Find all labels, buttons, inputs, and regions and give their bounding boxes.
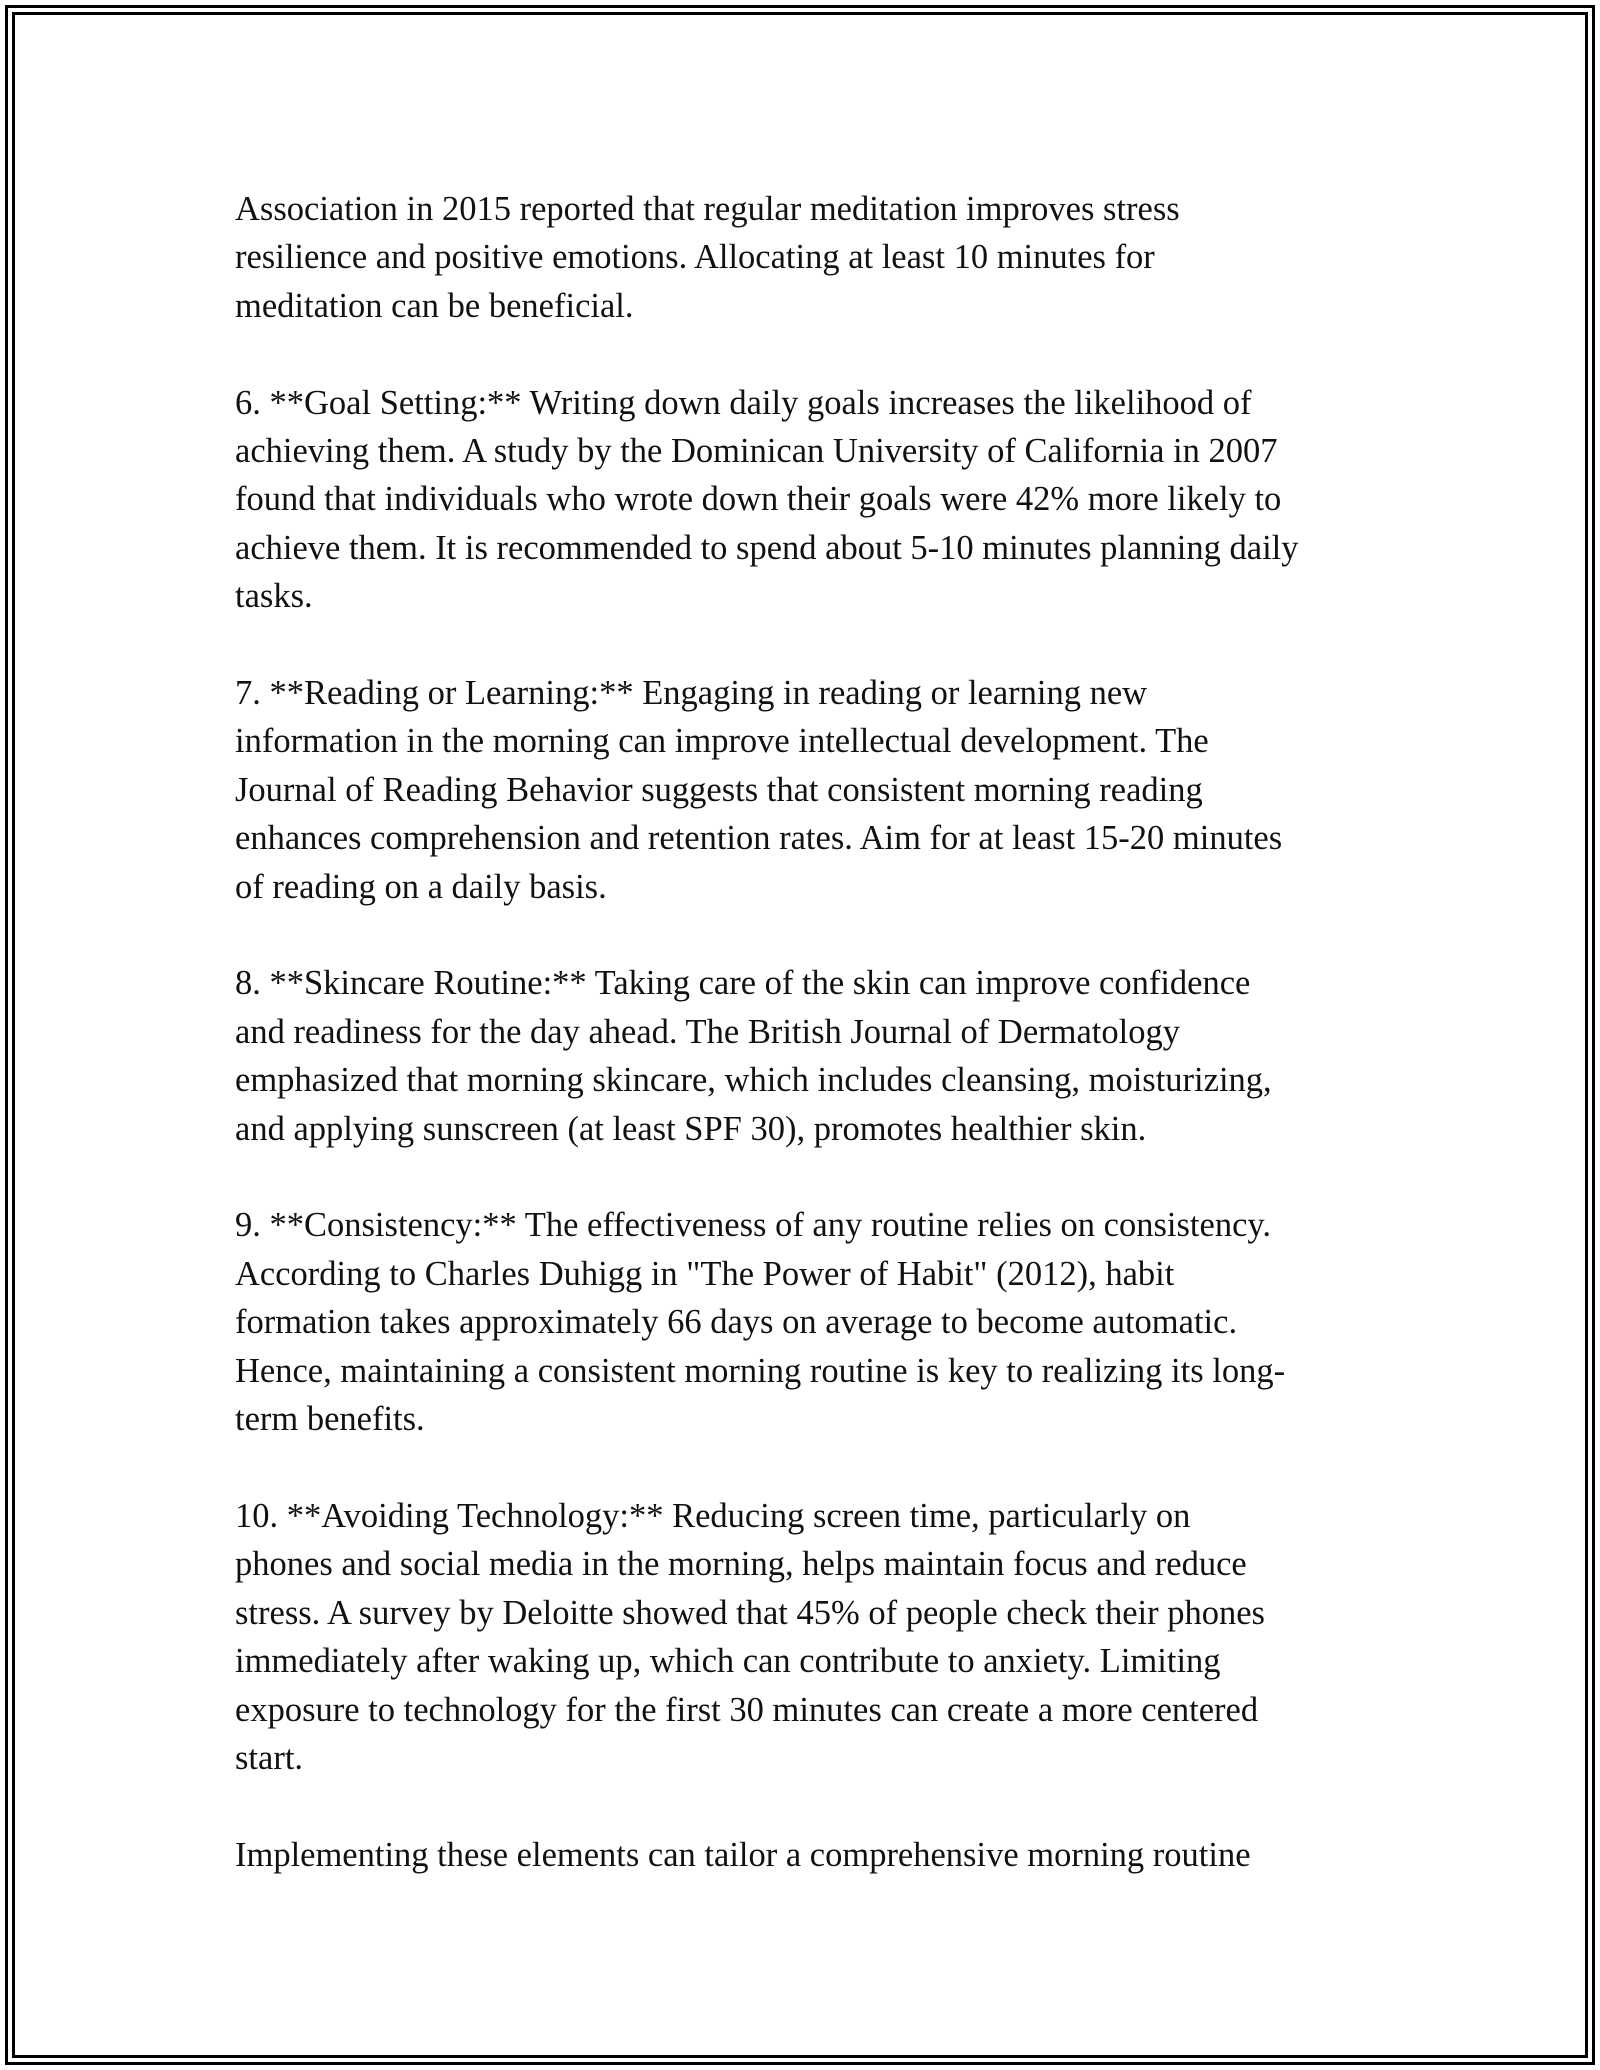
- paragraph-avoiding-technology: 10. **Avoiding Technology:** Reducing screen time, particularly on phones and social media in the morning, helps maintain focus and reduce stress. A survey by Deloitte showed that 45% of people check their phones immediately after waking up, which can contribute to anxiety. Limiting exposure to technology for the first 30 minutes can create a more centered start.: [235, 1496, 1265, 1777]
- paragraph-reading-or-learning: 7. **Reading or Learning:** Engaging in reading or learning new information in the morning can improve intellectual development. The Journal of Reading Behavior suggests that consistent morning reading enhances comprehension and retention rates. Aim for at least 15-20 minutes of reading on a daily basis.: [235, 674, 1283, 906]
- paragraph-skincare-routine: 8. **Skincare Routine:** Taking care of the skin can improve confidence and readiness for the day ahead. The British Journal of Dermatology emphasized that morning skincare, which includes cleansing, moisturizing, and applying sunscreen (at least SPF 30), promotes healthier skin.: [235, 964, 1272, 1148]
- paragraph-meditation-continued: Association in 2015 reported that regular meditation improves stress resilience and positive emotions. Allocating at least 10 minutes for meditation can be beneficial.: [235, 190, 1180, 325]
- document-body: [235, 185, 1375, 1928]
- paragraph-conclusion: Implementing these elements can tailor a comprehensive morning routine: [235, 1835, 1251, 1874]
- paragraph-consistency: 9. **Consistency:** The effectiveness of any routine relies on consistency. According to Charles Duhigg in "The Power of Habit" (2012), habit formation takes approximately 66 days on average to become automatic. Hence, maintaining a consistent morning routine is key to realizing its long- term benefits.: [235, 1206, 1286, 1439]
- paragraph-goal-setting: 6. **Goal Setting:** Writing down daily goals increases the likelihood of achieving them. A study by the Dominican University of California in 2007 found that individuals who wrote down their goals were 42% more likely to achieve them. It is recommended to spend about 5-10 minutes planning daily tasks.: [235, 383, 1299, 616]
